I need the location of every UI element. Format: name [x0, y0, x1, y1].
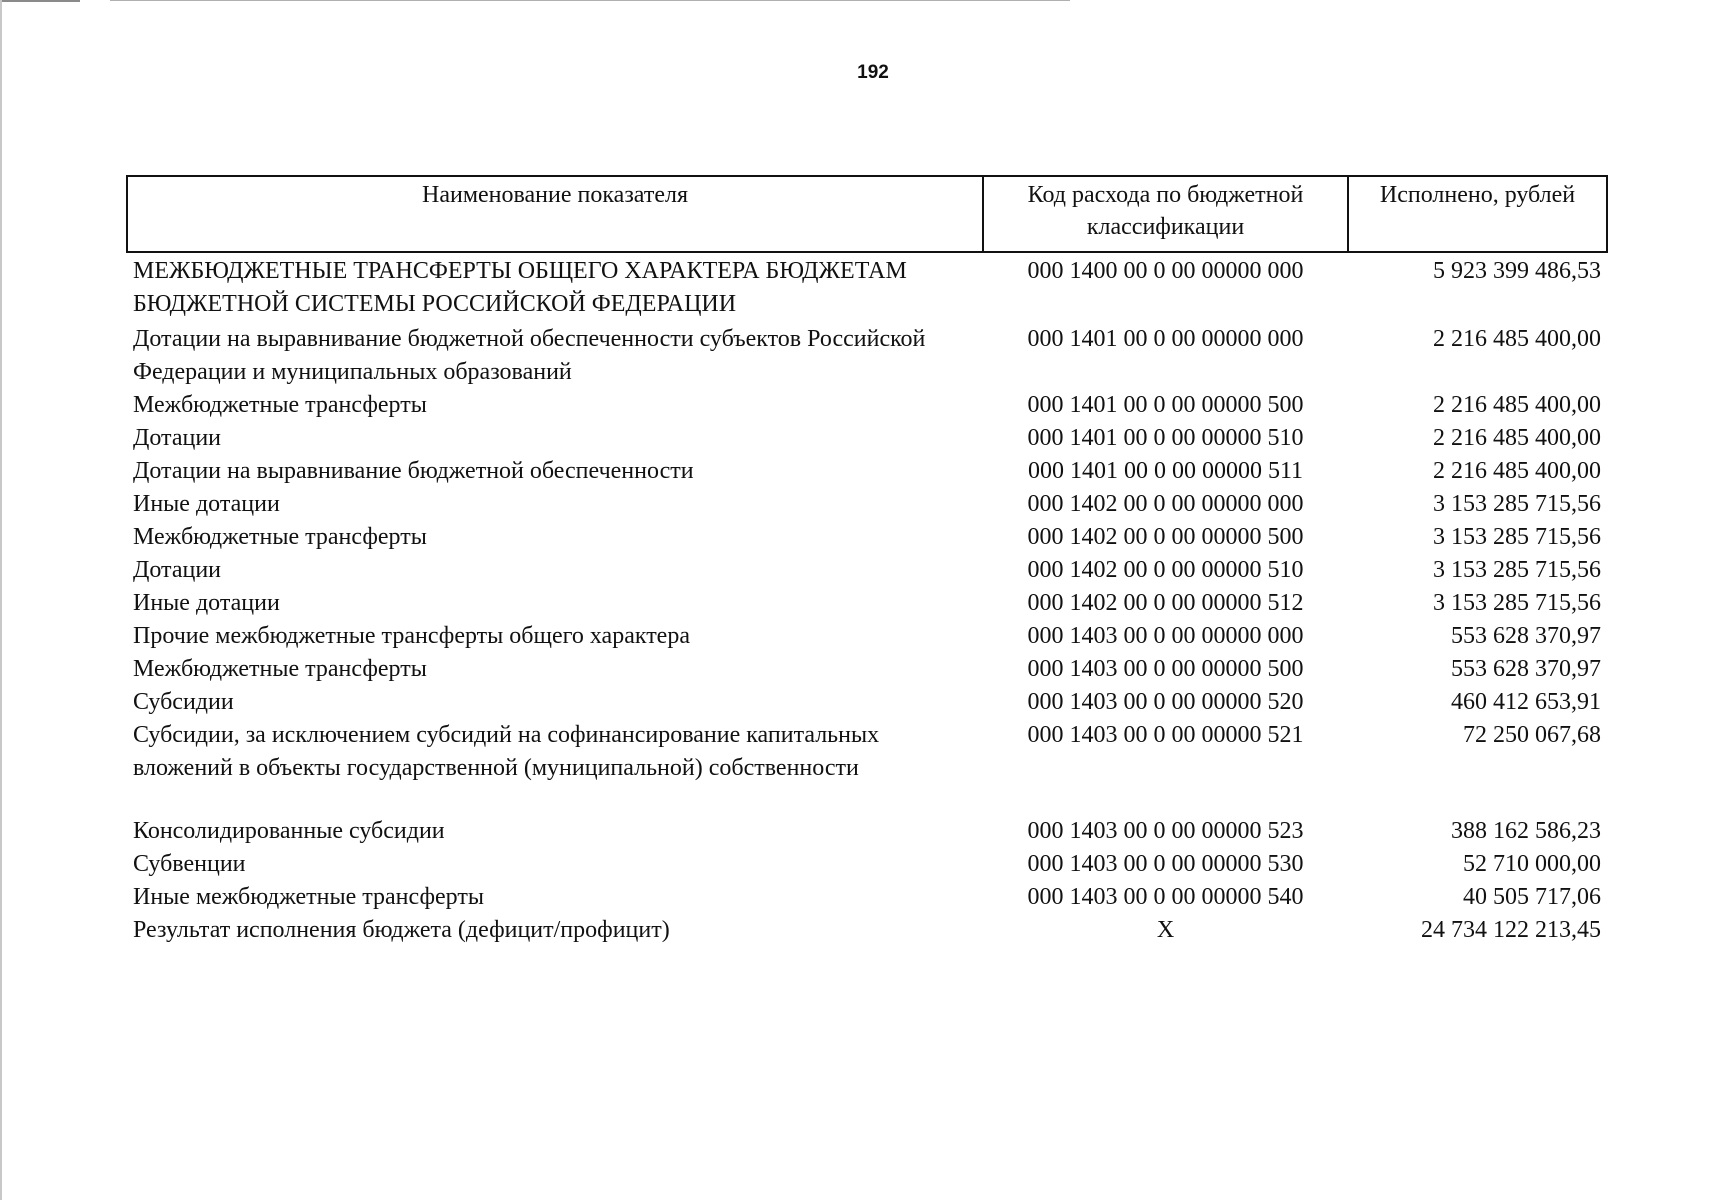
row-code: X	[1156, 917, 1175, 943]
row-code: 000 1402 00 0 00 00000 000	[1027, 491, 1304, 517]
table-row	[127, 914, 1607, 947]
row-amount: 3 153 285 715,56	[1433, 524, 1601, 550]
row-amount: 460 412 653,91	[1451, 689, 1601, 715]
table-row	[127, 455, 1607, 488]
row-code: 000 1403 00 0 00 00000 500	[1027, 656, 1304, 682]
scan-edge-top-left	[0, 0, 80, 2]
row-name: Дотации на выравнивание бюджетной обеспеченности субъектов Российской Федерации и муниципальных образований	[133, 326, 926, 385]
row-name: Межбюджетные трансферты	[133, 524, 427, 550]
scan-edge-left	[0, 0, 2, 1200]
table-row	[127, 488, 1607, 521]
row-code: 000 1400 00 0 00 00000 000	[1027, 258, 1304, 284]
row-amount: 24 734 122 213,45	[1421, 917, 1601, 943]
row-code: 000 1403 00 0 00 00000 540	[1027, 884, 1304, 910]
budget-execution-table	[126, 175, 1608, 947]
row-amount: 40 505 717,06	[1463, 884, 1601, 910]
table-row	[127, 554, 1607, 587]
row-code: 000 1401 00 0 00 00000 510	[1027, 425, 1304, 451]
row-name: Дотации	[133, 557, 222, 583]
row-code: 000 1402 00 0 00 00000 500	[1027, 524, 1304, 550]
row-name: Межбюджетные трансферты	[133, 392, 427, 418]
table-row	[127, 815, 1607, 848]
row-amount: 388 162 586,23	[1451, 818, 1601, 844]
row-code: 000 1403 00 0 00 00000 530	[1027, 851, 1304, 877]
table-row	[127, 587, 1607, 620]
row-amount: 52 710 000,00	[1463, 851, 1601, 877]
row-code: 000 1401 00 0 00 00000 500	[1027, 392, 1304, 418]
row-name: Иные дотации	[133, 590, 280, 616]
header-amount: Исполнено, рублей	[1348, 176, 1607, 252]
row-name: Субвенции	[133, 851, 246, 877]
table-row	[127, 653, 1607, 686]
table-row	[127, 848, 1607, 881]
row-name: Консолидированные субсидии	[133, 818, 445, 844]
row-name: Результат исполнения бюджета (дефицит/профицит)	[133, 917, 670, 943]
row-name: Субсидии, за исключением субсидий на софинансирование капитальных вложений в объекты государственной (муниципальной) собственности	[133, 722, 880, 781]
header-code: Код расхода по бюджетной классификации	[983, 176, 1348, 252]
table-row	[127, 321, 1607, 389]
row-amount: 3 153 285 715,56	[1433, 491, 1601, 517]
row-amount: 2 216 485 400,00	[1433, 392, 1601, 418]
row-name: Дотации на выравнивание бюджетной обеспеченности	[133, 458, 694, 484]
row-amount: 5 923 399 486,53	[1433, 258, 1601, 284]
row-code: 000 1401 00 0 00 00000 000	[1027, 326, 1304, 352]
row-amount: 72 250 067,68	[1463, 722, 1601, 748]
table-row	[127, 521, 1607, 554]
table-header-row	[127, 176, 1607, 252]
table-row	[127, 719, 1607, 815]
row-amount: 553 628 370,97	[1451, 623, 1601, 649]
table-row	[127, 422, 1607, 455]
row-amount: 2 216 485 400,00	[1433, 326, 1601, 352]
row-amount: 2 216 485 400,00	[1433, 458, 1601, 484]
row-code: 000 1401 00 0 00 00000 511	[1027, 458, 1304, 484]
row-name: Межбюджетные трансферты	[133, 656, 427, 682]
row-name: Прочие межбюджетные трансферты общего характера	[133, 623, 690, 649]
row-code: 000 1402 00 0 00 00000 510	[1027, 557, 1304, 583]
row-amount: 3 153 285 715,56	[1433, 557, 1601, 583]
row-code: 000 1403 00 0 00 00000 523	[1027, 818, 1304, 844]
page-number: 192	[857, 62, 889, 83]
table-row	[127, 881, 1607, 914]
row-name: Иные дотации	[133, 491, 280, 517]
header-name: Наименование показателя	[127, 176, 983, 252]
row-code: 000 1403 00 0 00 00000 520	[1027, 689, 1304, 715]
row-name: Иные межбюджетные трансферты	[133, 884, 484, 910]
row-amount: 553 628 370,97	[1451, 656, 1601, 682]
row-code: 000 1403 00 0 00 00000 521	[1027, 722, 1304, 748]
scan-edge-top	[110, 0, 1070, 1]
row-amount: 3 153 285 715,56	[1433, 590, 1601, 616]
row-code: 000 1403 00 0 00 00000 000	[1027, 623, 1304, 649]
table-row	[127, 389, 1607, 422]
row-code: 000 1402 00 0 00 00000 512	[1027, 590, 1304, 616]
table-row	[127, 620, 1607, 653]
row-name: Субсидии	[133, 689, 234, 715]
budget-table-container	[126, 175, 1606, 947]
row-amount: 2 216 485 400,00	[1433, 425, 1601, 451]
row-name: МЕЖБЮДЖЕТНЫЕ ТРАНСФЕРТЫ ОБЩЕГО ХАРАКТЕРА БЮДЖЕТАМ БЮДЖЕТНОЙ СИСТЕМЫ РОССИЙСКОЙ ФЕДЕРАЦИИ	[133, 258, 907, 317]
table-row	[127, 252, 1607, 321]
row-name: Дотации	[133, 425, 222, 451]
table-row	[127, 686, 1607, 719]
